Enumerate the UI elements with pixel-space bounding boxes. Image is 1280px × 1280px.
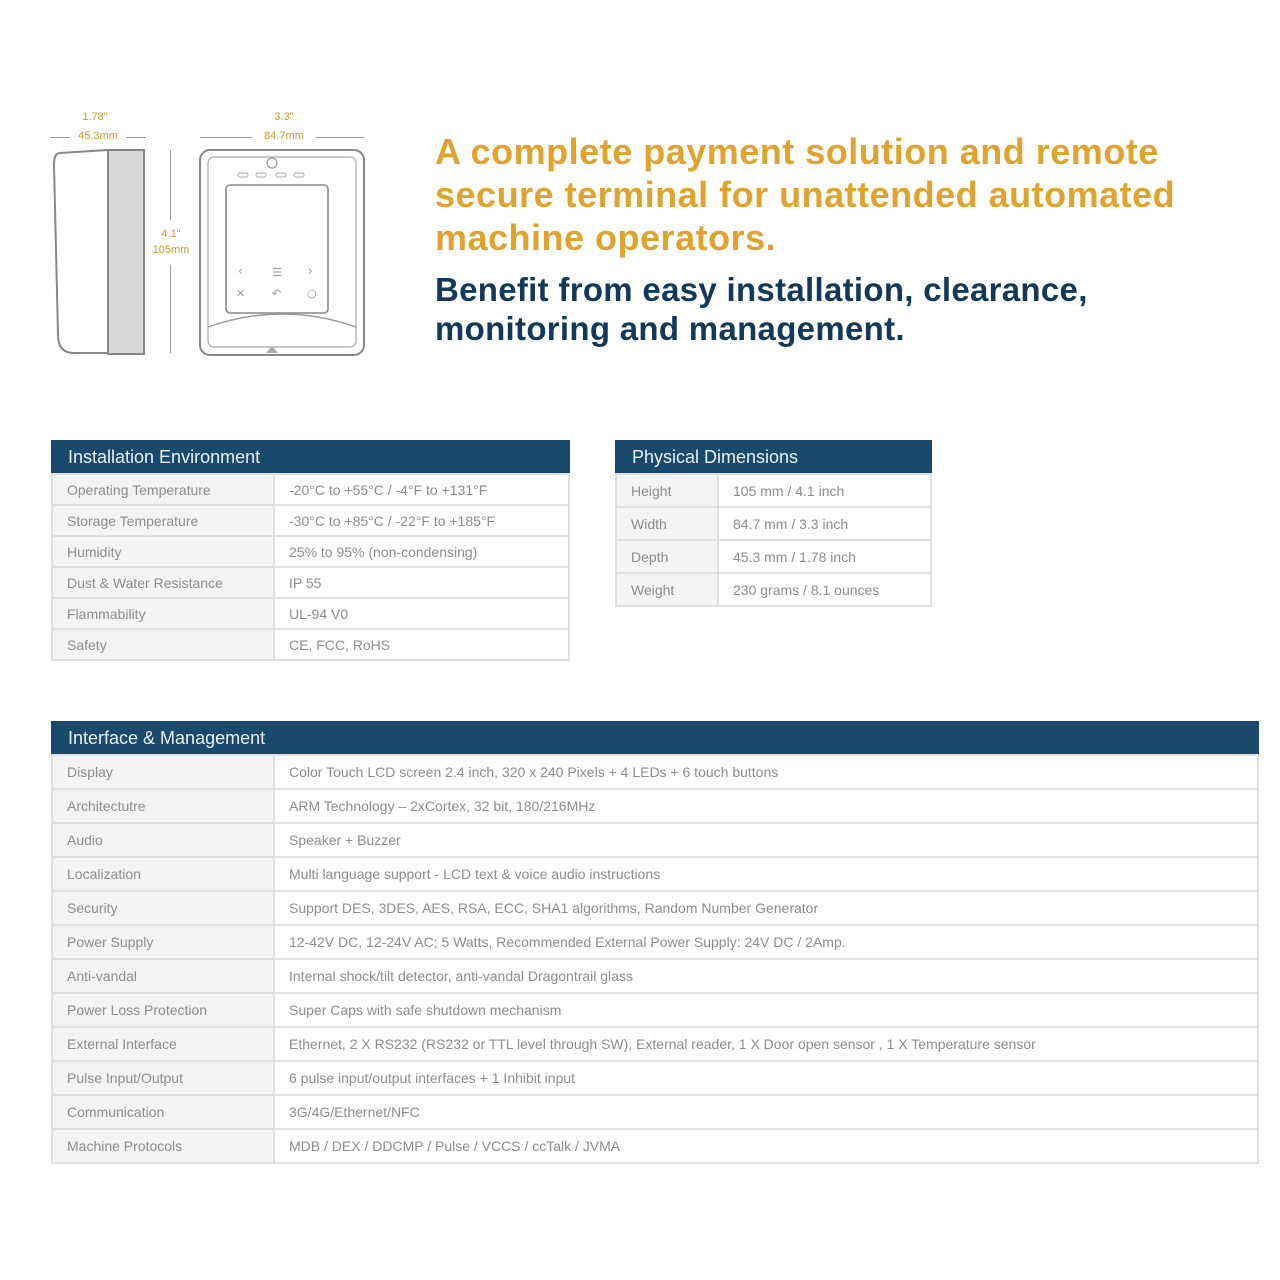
spec-value: ARM Technology – 2xCortex, 32 bit, 180/216MHz (274, 789, 1258, 823)
height-mm-label: 105mm (152, 244, 190, 256)
spec-label: Weight (616, 573, 718, 606)
spec-value: 25% to 95% (non-condensing) (274, 536, 569, 567)
table-row (52, 536, 569, 567)
table-row (52, 891, 1258, 925)
spec-label: Safety (52, 629, 274, 660)
spec-label: Dust & Water Resistance (52, 567, 274, 598)
svg-text:‹: ‹ (238, 264, 243, 278)
width-inch-label: 1.78" (82, 111, 108, 123)
table-row (616, 540, 931, 573)
svg-text:›: › (308, 264, 313, 278)
spec-label: External Interface (52, 1027, 274, 1061)
spec-value: Super Caps with safe shutdown mechanism (274, 993, 1258, 1027)
spec-label: Machine Protocols (52, 1129, 274, 1163)
table-row (52, 857, 1258, 891)
spec-value: Speaker + Buzzer (274, 823, 1258, 857)
spec-label: Communication (52, 1095, 274, 1129)
spec-value: MDB / DEX / DDCMP / Pulse / VCCS / ccTalk / JVMA (274, 1129, 1258, 1163)
spec-label: Humidity (52, 536, 274, 567)
spec-label: Storage Temperature (52, 505, 274, 536)
spec-value: Support DES, 3DES, AES, RSA, ECC, SHA1 algorithms, Random Number Generator (274, 891, 1258, 925)
spec-label: Height (616, 474, 718, 507)
table-row (52, 1095, 1258, 1129)
table-row (52, 505, 569, 536)
spec-value: Ethernet, 2 X RS232 (RS232 or TTL level through SW), External reader, 1 X Door open sensor , 1 X Temperature sensor (274, 1027, 1258, 1061)
table-row (616, 573, 931, 606)
spec-label: Power Supply (52, 925, 274, 959)
spec-label: Power Loss Protection (52, 993, 274, 1027)
spec-value: -30°C to +85°C / -22°F to +185°F (274, 505, 569, 536)
device-drawing (40, 105, 380, 375)
table-row (52, 925, 1258, 959)
spec-value: Color Touch LCD screen 2.4 inch, 320 x 240 Pixels + 4 LEDs + 6 touch buttons (274, 755, 1258, 789)
svg-text:○: ○ (307, 287, 317, 300)
spec-label: Pulse Input/Output (52, 1061, 274, 1095)
spec-label: Depth (616, 540, 718, 573)
spec-value: 84.7 mm / 3.3 inch (718, 507, 931, 540)
interface-management-table (51, 721, 1259, 1164)
svg-text:✕: ✕ (236, 287, 246, 300)
installation-environment-table (51, 440, 570, 661)
spec-label: Operating Temperature (52, 474, 274, 505)
spec-label: Security (52, 891, 274, 925)
depth-inch-label: 3.3" (274, 111, 294, 123)
subheadline: Benefit from easy installation, clearance, monitoring and management. (435, 271, 1088, 347)
table-row (52, 755, 1258, 789)
spec-label: Display (52, 755, 274, 789)
physical-dimensions-title: Physical Dimensions (615, 440, 932, 473)
spec-value: Internal shock/tilt detector, anti-vandal Dragontrail glass (274, 959, 1258, 993)
depth-mm-label: 84.7mm (264, 130, 304, 142)
table-row (52, 993, 1258, 1027)
table-row (52, 598, 569, 629)
table-row (52, 567, 569, 598)
spec-value: 105 mm / 4.1 inch (718, 474, 931, 507)
table-row (52, 823, 1258, 857)
table-row (616, 507, 931, 540)
physical-dimensions-table (615, 440, 932, 607)
table-row (52, 1129, 1258, 1163)
spec-value: 230 grams / 8.1 ounces (718, 573, 931, 606)
installation-environment-title: Installation Environment (51, 440, 570, 473)
spec-label: Localization (52, 857, 274, 891)
spec-value: 3G/4G/Ethernet/NFC (274, 1095, 1258, 1129)
spec-label: Flammability (52, 598, 274, 629)
spec-value: 45.3 mm / 1.78 inch (718, 540, 931, 573)
spec-label: Architectutre (52, 789, 274, 823)
interface-management-title: Interface & Management (51, 721, 1259, 754)
table-row (52, 1027, 1258, 1061)
table-row (52, 789, 1258, 823)
table-row (52, 959, 1258, 993)
spec-value: 6 pulse input/output interfaces + 1 Inhibit input (274, 1061, 1258, 1095)
svg-text:☰: ☰ (272, 266, 282, 279)
spec-label: Width (616, 507, 718, 540)
width-mm-label: 45.3mm (78, 130, 118, 142)
table-row (616, 474, 931, 507)
height-inch-label: 4.1" (161, 228, 181, 240)
spec-value: IP 55 (274, 567, 569, 598)
spec-value: UL-94 V0 (274, 598, 569, 629)
spec-value: 12-42V DC, 12-24V AC; 5 Watts, Recommended External Power Supply: 24V DC / 2Amp. (274, 925, 1258, 959)
spec-value: CE, FCC, RoHS (274, 629, 569, 660)
spec-value: Multi language support - LCD text & voice audio instructions (274, 857, 1258, 891)
table-row (52, 474, 569, 505)
spec-label: Audio (52, 823, 274, 857)
svg-text:↶: ↶ (272, 287, 282, 300)
spec-label: Anti-vandal (52, 959, 274, 993)
table-row (52, 629, 569, 660)
spec-value: -20°C to +55°C / -4°F to +131°F (274, 474, 569, 505)
headline: A complete payment solution and remote secure terminal for unattended automated machine operators. (435, 131, 1176, 258)
table-row (52, 1061, 1258, 1095)
terminal-outline-illustration (40, 105, 380, 375)
